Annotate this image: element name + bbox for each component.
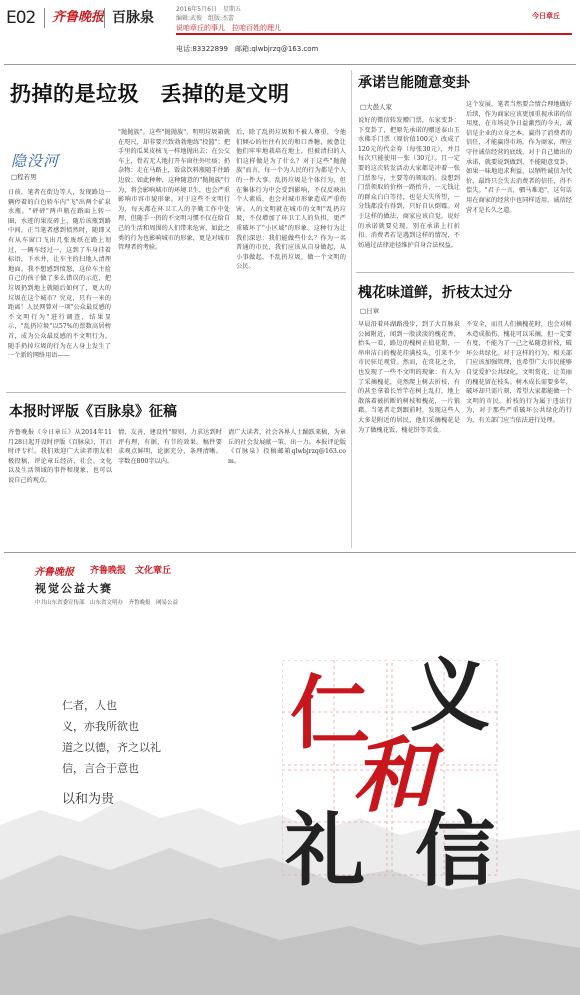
contact-info: 电话:83322899 邮箱:qlwbjrzq@163.com	[176, 45, 319, 53]
article1-byline: □程若男	[11, 173, 37, 181]
article3-col2: 不安全，而且人们摘槐花时，也会对树木造成损伤。槐花可以采摘，但一定要有度，不能为了一己之私随意折枝，破坏公共绿化。对于这样的行为，相关部门应该加强管理，也希望广大市民能够自觉爱护公共绿化，文明赏花，让美丽的槐花留在枝头。树木成长需要多年，破坏却只需片刻，希望大家都能做一个文明的市民。折枝的行为属于违法行为，对于那些严重破坏公共绿化的行为，有关部门应当依法进行处理。	[466, 321, 572, 424]
masthead-divider	[104, 8, 105, 28]
article3-headline: 槐花味道鲜，折枝太过分	[358, 285, 512, 301]
article3-col1: 早晨沿着环湖路漫步，到了大百脉泉公园附近，闻到一股淡淡的槐花香，抬头一看，路边的槐树正值花期，一串串洁白的槐花挂满枝头，引来不少市民驻足观赏。然而，在赏花之余，也发现了一些不文明的现象：有人为了采摘槐花，竟然爬上树去折枝，有的甚至拿着长竹竿在树上乱打，地上散落着被折断的树枝和槐花，一片狼藉。当笔者走到跟前时，发现这些人大多是附近的居民，他们采摘槐花是为了做槐花饭、槐花饼等美食。	[358, 321, 460, 434]
issue-date: 2016年5月6日 星期五	[176, 6, 241, 13]
contest-ad	[0, 555, 580, 995]
article1-col3: 后，除了乱扔垃圾和不被人尊重，令他们倾心的往往有民的和口香糖，疲惫让他们牢牢地栽培在地上，但被清扫的人们这样做是为了什么？对于这些"抛抛族"而言，每一个为人民的行为都是个人的一件大事。乱扔垃圾是个体行为，但在集体行为中会受到影响，不仅反映出个人素质，也会对城市形象造成严重伤害。人的文明就在城市的文明"乱扔垃圾，不仅增加了环卫工人的负担，更严重破坏了"小区域"的形象。这种行为让我们深思：我们能做些什么？作为一名普通的市民，我们应该从自身做起，从小事做起，不乱扔垃圾，做一个文明的公民。	[236, 129, 346, 271]
section-rule	[356, 272, 574, 273]
char-he: 和	[352, 728, 434, 824]
article4-col3: 请广大读者、社会各界人士踊跃来稿，为章丘的社会发展献一策、出一力。本报评论版《百脉泉》投稿邮箱qlwbjrzq@163.com。	[228, 429, 346, 465]
poem-line: 义，亦我所欲也	[62, 720, 139, 733]
article2-byline: □大愚人家	[360, 103, 393, 111]
masthead-red-rule	[176, 33, 572, 35]
column-divider	[351, 70, 352, 548]
section-slogan: 说咱章丘的事儿 拉咱百姓的理儿	[176, 24, 281, 32]
contest-title: 视觉公益大赛	[35, 582, 113, 595]
char-ren: 仁	[290, 666, 370, 760]
article2-headline: 承诺岂能随意变卦	[358, 75, 470, 91]
brand-logo: 齐鲁晚报	[52, 10, 105, 25]
article4-headline: 本报时评版《百脉泉》征稿	[9, 404, 177, 420]
poem-line: 仁者，人也	[62, 699, 117, 712]
contest-sponsors: 中共山东省委宣传部 山东省文明办 齐鲁晚报 网易公益	[35, 600, 179, 606]
masthead-divider	[44, 8, 45, 28]
poem-line: 道之以德，齐之以礼	[62, 741, 161, 754]
masthead	[0, 0, 580, 62]
article1-col1: 日前，笔者在街边等人，发现路边一辆停着的白色轿车内"飞"出两个矿泉水瓶。"砰砰"两声瓶在路面上转一圈，水迹的果皮碎上，随后该瓶到路中间，正当笔者感到愤然时，随即又有从车窗口飞出几张废纸在路上划过，一辆车经过一，这到了车身挂着标语，下水井，让车主的扫地人清理地面。我不想感到愤怒，这位车主捡自己的孩子做了多么错误的示范，把垃圾扔到地上就随后如何了，更大的垃圾在这个城市？究竟，只有一米的距离！人民网曾对一项"公众最反感的不文明行为"进行调查，结果显示，"乱扔垃圾"以57%的票数高居榜首，成为公众最反感的不文明行为。随手扔掉垃圾的行为在人身上发生了一个新的网络用语——	[8, 189, 111, 360]
ad-top-rule	[4, 552, 576, 553]
section-rule	[6, 392, 346, 393]
article2-col2: 这个发展，笔者当然要合情合理地做好后续，作为商家应该更加重视承诺的信用度，在市场竞争日益激烈的今天，诚信是企业的立身之本。赢得了消费者的信任，才能赢得市场。作为商家，理应守住诚信经营的底线，对于自己做出的承诺，就要说到做到，不能随意变卦。如果一味地追求利益，以牺牲诚信为代价，最终只会失去消费者的信任，得不偿失。"君子一言，驷马难追"，这句话用在商家的经营中也同样适用，诚信经营才是长久之道。	[466, 101, 572, 214]
char-xin: 信	[415, 803, 495, 897]
article1-headline: 扔掉的是垃圾 丢掉的是文明	[10, 82, 290, 106]
article1-col2: "抛抛族"。这些"抛抛族"，明明垃圾箱就在咫尺，却非要兴致勃勃地练"投篮"；把手里的瓜果皮核飞一样地抛出去；在公交车上，骨若无人地打开车窗往外吐痰；扔杂物；走在马路上，饭盒饮料瓶随手往路边放；如此种种，这种随意的"抛抛族"行为，将会影响城市的环境卫生，也会严重影响市容市貌形象。对于这些不文明行为，每天都在环卫工人的辛勤工作中处理，但随手一扔的不文明习惯不仅在给自己的生活和周围的人们带来危害，如此之类的行为也影响城市的形象，更是对城市管理者的考验。	[118, 129, 230, 252]
column-logo: 隐没河	[11, 152, 60, 170]
char-yi: 义	[410, 648, 490, 742]
article3-byline: □日章	[360, 307, 380, 315]
poem-line: 以和为贵	[62, 792, 115, 807]
ad-brand-logo: 齐鲁晚报	[34, 567, 74, 578]
poem-block	[62, 695, 262, 810]
ad-partner-logo: 齐鲁晚报 文化章丘	[90, 566, 172, 576]
article4-col1: 齐鲁晚报《今日章丘》从2014年11月28日起开设时评版《百脉泉》，开启时评专栏。我们欢迎广大读者朋友积极投稿，评论章丘经济、社会、文化以及生活领域的事件和现象，也可以说自己的观点。	[8, 429, 112, 484]
masthead-rule	[4, 64, 576, 65]
char-li: 礼	[285, 803, 365, 897]
article2-col1: 说好的微信转发赠门票，东家变卦：下变卦了，把原先承诺的赠送泰山玉水佛手门票（原价值100元）改成了120元的代金券（每张30元），并且每次只能使用一张（30元）。且一定要的这次转发活动大家都是冲着一张门票参与，主要等的领取的。没想到门票领取的价格一路抬升，一元钱让的群众白白等待，也是大失所望，一分钱都没有得到，只好自认倒霉。对于这样的做法，商家应该自觉，说好的承诺就要兑现，别在承诺上打折扣。消费者若是遇到这样的情况，不妨通过法律途径维护自身合法权益。	[358, 117, 460, 249]
section-name: 百脉泉	[112, 10, 154, 26]
poem-line: 信，言合于意也	[62, 762, 139, 775]
article4-col2: 情、友善、建设性"原则，力求达到时评有理，有据，有节的效果。稿件要求观点鲜明，论据充分，条理清晰。字数在800字以内。	[118, 429, 222, 465]
page-number: E02	[6, 8, 36, 28]
today-tag: 今日章丘	[532, 12, 560, 20]
editor-credit: 编辑:武俊 组版:杰蕾	[176, 15, 235, 22]
